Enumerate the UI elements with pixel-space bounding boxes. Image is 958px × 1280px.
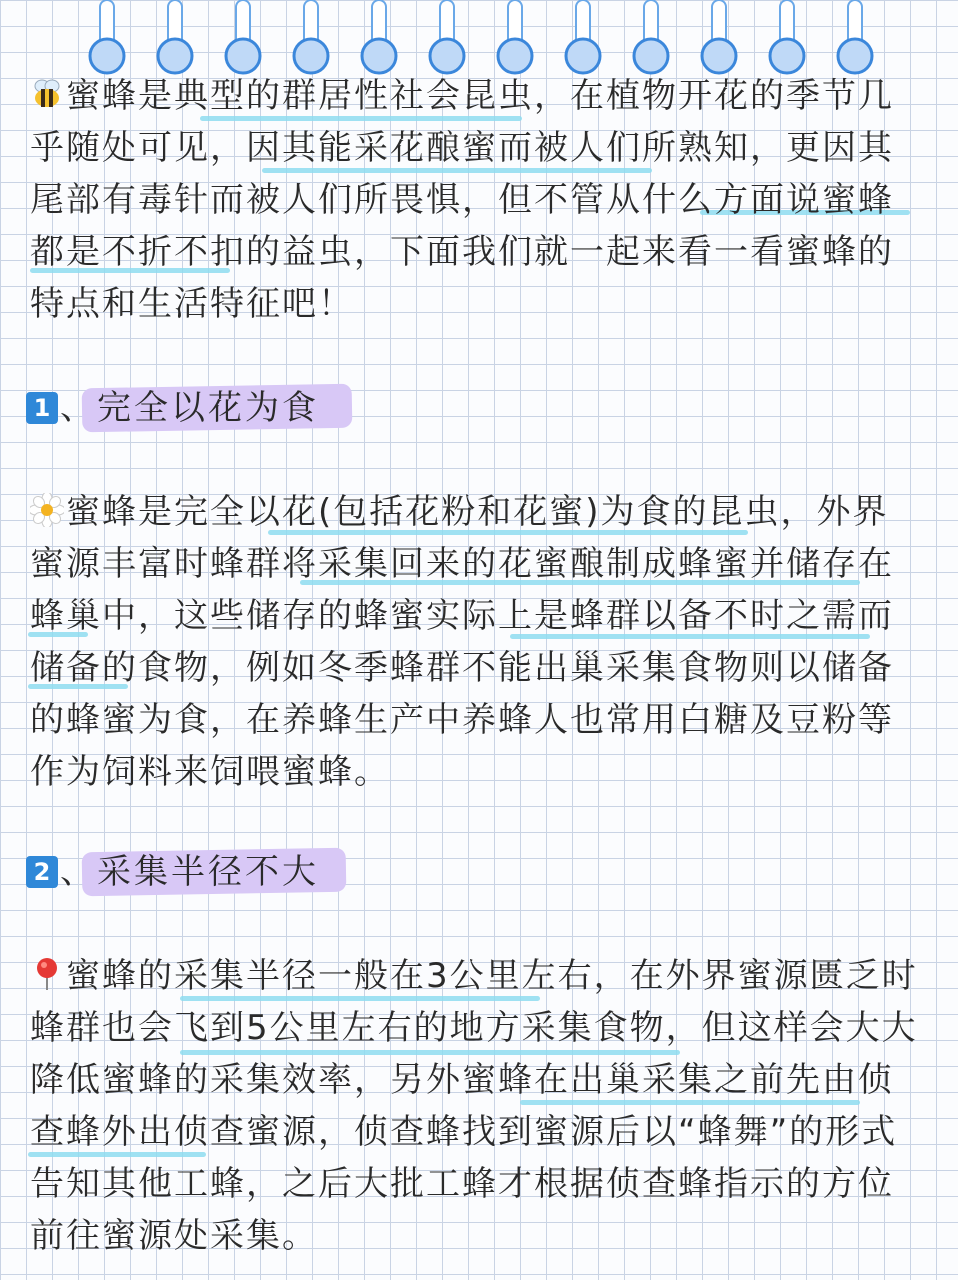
section2-text: 蜜蜂的采集半径一般在3公里左右，在外界蜜源匮乏时蜂群也会飞到5公里左右的地方采集食物，但这样会大大降低蜜蜂的采集效率，另外蜜蜂在出巢采集之前先由侦查蜂外出侦查蜜源，侦查蜂找到蜜源后以“蜂舞”的形式告知其他工蜂，之后大批工蜂才根据侦查蜂指示的方位前往蜜源处采集。 — [30, 956, 918, 1256]
number-badge: 1 — [26, 392, 58, 424]
ring-icon — [88, 0, 126, 78]
ring-icon — [156, 0, 194, 78]
section-heading-1 — [26, 384, 346, 432]
ring-icon — [224, 0, 262, 78]
pushpin-icon — [30, 957, 64, 991]
section1-text: 蜜蜂是完全以花(包括花粉和花蜜)为食的昆虫，外界蜜源丰富时蜂群将采集回来的花蜜酿制成蜂蜜并储存在蜂巢中，这些储存的蜂蜜实际上是蜂群以备不时之需而储备的食物，例如冬季蜂群不能出巢采集食物则以储备的蜂蜜为食，在养蜂生产中养蜂人也常用白糖及豆粉等作为饲料来饲喂蜜蜂。 — [30, 492, 894, 792]
ring-icon — [564, 0, 602, 78]
ring-icon — [632, 0, 670, 78]
ring-icon — [496, 0, 534, 78]
heading-title: 、采集半径不大 — [60, 852, 319, 892]
section1-paragraph — [30, 486, 920, 798]
notebook-rings — [0, 0, 958, 80]
number-badge: 2 — [26, 856, 58, 888]
ring-icon — [700, 0, 738, 78]
intro-paragraph — [30, 70, 920, 330]
heading-title: 、完全以花为食 — [60, 388, 319, 428]
intro-text: 蜜蜂是典型的群居性社会昆虫，在植物开花的季节几乎随处可见，因其能采花酿蜜而被人们所熟知，更因其尾部有毒针而被人们所畏惧，但不管从什么方面说蜜蜂都是不折不扣的益虫，下面我们就一起来看一看蜜蜂的特点和生活特征吧！ — [30, 76, 894, 324]
bee-icon — [30, 77, 64, 111]
ring-icon — [836, 0, 874, 78]
ring-icon — [768, 0, 806, 78]
ring-icon — [292, 0, 330, 78]
daisy-icon — [30, 493, 64, 527]
ring-icon — [428, 0, 466, 78]
ring-icon — [360, 0, 398, 78]
section-heading-2 — [26, 848, 346, 896]
section2-paragraph — [30, 950, 920, 1262]
